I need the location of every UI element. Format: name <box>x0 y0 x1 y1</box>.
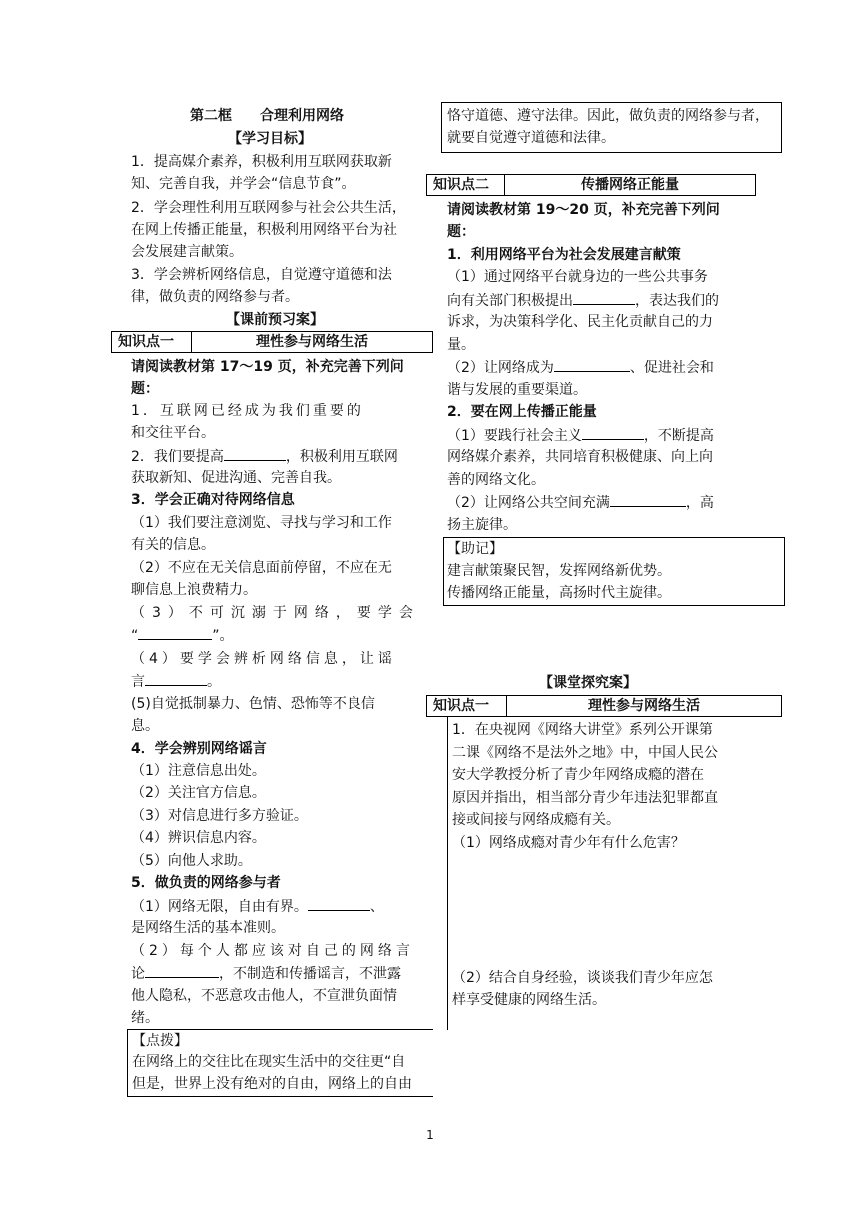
item-5-heading: 5．做负责的网络参与者 <box>131 875 281 891</box>
item-3-3-line2: “ ”。 <box>131 625 234 646</box>
memo-line1: 建言献策聚民智，发挥网络新优势。 <box>447 563 671 579</box>
goal-1-line2: 知、完善自我，并学会“信息节食”。 <box>131 176 356 192</box>
question-2-line1: （2）结合自身经验，谈谈我们青少年应怎 <box>452 970 713 986</box>
kp2-item-1-heading: 1．利用网络平台为社会发展建言献策 <box>447 247 681 263</box>
tip-box <box>127 1029 433 1097</box>
continued-tip-box <box>441 102 782 153</box>
item-4-heading: 4．学会辨别网络谣言 <box>131 741 267 757</box>
item-3-5-line1: (5)自觉抵制暴力、色情、恐怖等不良信 <box>131 696 375 712</box>
blank-field <box>145 963 219 978</box>
knowledge-point-2-bar <box>426 174 756 196</box>
blank-field <box>138 625 212 640</box>
goal-3-line1: 3．学会辨析网络信息，自觉遵守道德和法 <box>131 267 392 283</box>
item-4-2: （2）关注官方信息。 <box>131 785 266 801</box>
blank-field <box>554 357 630 372</box>
item-5-2-line4: 绪。 <box>131 1010 159 1026</box>
item-5-2-line2: 论 ，不制造和传播谣言，不泄露 <box>131 963 401 984</box>
memo-line2: 传播网络正能量，高扬时代主旋律。 <box>447 585 671 601</box>
kp1-label: 知识点一 <box>112 332 192 352</box>
preview-intro-line2: 题： <box>131 381 159 397</box>
case-line4: 原因并指出，相当部分青少年违法犯罪都直 <box>452 790 718 806</box>
blank-field <box>224 446 286 461</box>
kp3-label: 知识点一 <box>427 696 507 716</box>
item-3-3-line1: （3）不可沉溺于网络，要学会 <box>131 605 420 621</box>
lesson-title: 第二框 合理利用网络 <box>190 108 344 124</box>
kp2-item-2-2-line2: 扬主旋律。 <box>447 517 517 533</box>
item-2-line1: 2．我们要提高 ，积极利用互联网 <box>131 446 398 467</box>
item-4-5: （5）向他人求助。 <box>131 853 252 869</box>
blank-field <box>308 896 370 911</box>
case-line3: 安大学教授分析了青少年网络成瘾的潜在 <box>452 767 704 783</box>
goal-3-line2: 律，做负责的网络参与者。 <box>131 289 299 305</box>
knowledge-point-1-bar <box>111 331 433 353</box>
goal-1-line1: 1．提高媒介素养，积极利用互联网获取新 <box>131 154 392 170</box>
item-4-3: （3）对信息进行多方验证。 <box>131 808 308 824</box>
blank-field <box>582 425 644 440</box>
case-box <box>447 716 448 1030</box>
blank-field <box>573 290 635 305</box>
kp2-item-1-1-line3: 诉求，为决策科学化、民主化贡献自己的力 <box>447 314 713 330</box>
continued-line1: 恪守道德、遵守法律。因此，做负责的网络参与者， <box>447 108 769 124</box>
kp3-title: 理性参与网络生活 <box>588 698 700 714</box>
item-2-line2: 获取新知、促进沟通、完善自我。 <box>131 470 341 486</box>
case-line5: 接或间接与网络成瘾有关。 <box>452 812 620 828</box>
item-1-line2: 和交往平台。 <box>131 425 215 441</box>
case-line2: 二课《网络不是法外之地》中，中国人民公 <box>452 745 718 761</box>
item-3-1-line2: 有关的信息。 <box>131 537 215 553</box>
kp2-intro-line1: 请阅读教材第 19～20 页，补充完善下列问 <box>447 202 720 218</box>
item-3-4-line1: （4）要学会辨析网络信息，让谣 <box>131 651 396 667</box>
question-2-line2: 样享受健康的网络生活。 <box>452 992 606 1008</box>
kp2-item-2-2-line1: （2）让网络公共空间充满 ，高 <box>447 492 714 513</box>
case-line1: 1．在央视网《网络大讲堂》系列公开课第 <box>452 722 713 738</box>
kp2-intro-line2: 题： <box>447 224 475 240</box>
preview-intro-line1: 请阅读教材第 17～19 页，补充完善下列问 <box>131 359 404 375</box>
explore-header: 【课堂探究案】 <box>539 675 637 691</box>
kp1-title: 理性参与网络生活 <box>256 334 368 350</box>
item-3-5-line2: 息。 <box>131 718 159 734</box>
continued-line2: 就要自觉遵守道德和法律。 <box>447 130 615 146</box>
tip-header: 【点拨】 <box>132 1033 188 1049</box>
kp2-item-2-1-line2: 网络媒介素养，共同培育积极健康、向上向 <box>447 449 713 465</box>
blank-field <box>145 671 207 686</box>
tip-line1: 在网络上的交往比在现实生活中的交往更“自 <box>132 1054 406 1070</box>
question-1: （1）网络成瘾对青少年有什么危害？ <box>452 835 685 851</box>
item-3-2-line2: 聊信息上浪费精力。 <box>131 582 257 598</box>
memo-box <box>443 537 785 606</box>
item-4-1: （1）注意信息出处。 <box>131 763 266 779</box>
page-number: 1 <box>426 1128 434 1142</box>
item-5-1-line2: 是网络生活的基本准则。 <box>131 920 285 936</box>
tip-line2: 但是，世界上没有绝对的自由，网络上的自由 <box>132 1076 412 1092</box>
kp2-item-2-1-line1: （1）要践行社会主义 ，不断提高 <box>447 425 714 446</box>
item-5-2-line3: 他人隐私，不恶意攻击他人，不宣泄负面情 <box>131 988 397 1004</box>
kp2-item-1-1-line2: 向有关部门积极提出 ，表达我们的 <box>447 290 719 311</box>
kp2-label: 知识点二 <box>427 175 505 195</box>
kp2-item-1-1-line1: （1）通过网络平台就身边的一些公共事务 <box>447 269 708 285</box>
item-3-4-line2: 言 。 <box>131 671 221 692</box>
kp2-item-2-1-line3: 善的网络文化。 <box>447 472 545 488</box>
kp2-item-1-2-line2: 谐与发展的重要渠道。 <box>447 382 587 398</box>
item-3-1-line1: （1）我们要注意浏览、寻找与学习和工作 <box>131 515 392 531</box>
item-3-2-line1: （2）不应在无关信息面前停留，不应在无 <box>131 560 392 576</box>
item-5-1-line1: （1）网络无限，自由有界。 、 <box>131 896 384 917</box>
item-4-4: （4）辨识信息内容。 <box>131 830 266 846</box>
goal-2-line1: 2．学会理性利用互联网参与社会公共生活， <box>131 200 406 216</box>
kp2-item-1-2-line1: （2）让网络成为 、促进社会和 <box>447 357 714 378</box>
kp2-item-1-1-line4: 量。 <box>447 337 475 353</box>
item-3-heading: 3．学会正确对待网络信息 <box>131 492 295 508</box>
knowledge-point-3-bar <box>426 695 782 717</box>
memo-header: 【助记】 <box>447 541 503 557</box>
preview-header: 【课前预习案】 <box>226 312 324 328</box>
blank-field <box>610 492 686 507</box>
item-1-line1: 1．互联网已经成为我们重要的 <box>131 403 364 419</box>
kp2-item-2-heading: 2．要在网上传播正能量 <box>447 404 597 420</box>
goal-2-line3: 会发展建言献策。 <box>131 244 243 260</box>
goals-header: 【学习目标】 <box>228 131 312 147</box>
kp2-title: 传播网络正能量 <box>581 177 679 193</box>
item-5-2-line1: （2）每个人都应该对自己的网络言 <box>131 943 414 959</box>
goal-2-line2: 在网上传播正能量，积极利用网络平台为社 <box>131 222 397 238</box>
